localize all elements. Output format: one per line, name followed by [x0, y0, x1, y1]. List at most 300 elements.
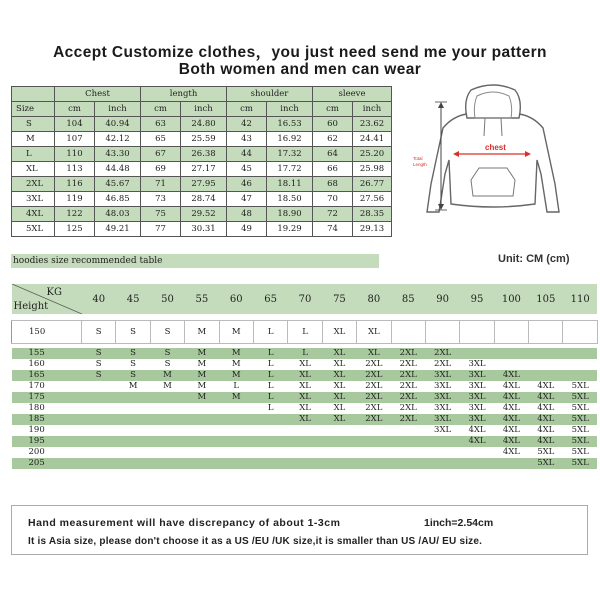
size-recommend-cell: L [288, 321, 322, 344]
size-cell-value: 46 [227, 177, 267, 192]
size-recommend-cell: M [219, 348, 253, 359]
note-asia-size: It is Asia size, please don't choose it as a US /EU /UK size,it is smaller than US /AU/ EU size. [28, 536, 483, 547]
size-recommend-cell [116, 447, 150, 458]
size-cell-value: 45.67 [95, 177, 141, 192]
height-cell: 185 [12, 414, 82, 425]
size-recommend-cell [494, 348, 528, 359]
weight-header: 75 [322, 284, 356, 314]
size-cell-label: 4XL [12, 207, 55, 222]
size-recommend-cell: S [150, 348, 184, 359]
size-recommend-cell: M [185, 348, 219, 359]
size-recommend-cell: XL [288, 359, 322, 370]
size-recommend-cell [82, 436, 116, 447]
size-recommend-cell [253, 414, 287, 425]
headline-unisex: Both women and men can wear [178, 61, 422, 78]
size-cell-value: 119 [55, 192, 95, 207]
size-cell-value: 67 [141, 147, 181, 162]
size-recommend-cell: XL [322, 414, 356, 425]
size-recommend-cell [116, 414, 150, 425]
size-cell-value: 26.38 [181, 147, 227, 162]
size-recommend-cell: 4XL [494, 447, 528, 458]
size-recommend-cell: M [185, 370, 219, 381]
size-recommend-cell: 3XL [425, 414, 459, 425]
size-recommend-cell: 5XL [529, 447, 563, 458]
height-cell: 150 [12, 321, 82, 344]
size-cell-value: 28.35 [353, 207, 392, 222]
size-recommend-cell [425, 436, 459, 447]
size-recommend-cell: 5XL [563, 381, 597, 392]
size-recommend-cell [150, 392, 184, 403]
size-recommend-cell [185, 403, 219, 414]
weight-header: 85 [391, 284, 425, 314]
size-cell-value: 68 [313, 177, 353, 192]
size-recommend-cell [150, 447, 184, 458]
size-recommend-cell: M [150, 381, 184, 392]
size-cell-value: 44.48 [95, 162, 141, 177]
size-recommend-cell: 2XL [391, 359, 425, 370]
size-recommend-cell: XL [288, 381, 322, 392]
unit-cm-header: cm [55, 102, 95, 117]
size-table [11, 86, 392, 237]
size-recommend-cell: 2XL [425, 359, 459, 370]
size-recommend-cell: S [150, 321, 184, 344]
size-recommend-cell [563, 359, 597, 370]
size-recommend-cell: 4XL [529, 392, 563, 403]
size-recommend-cell [150, 403, 184, 414]
size-column-header: Size [12, 102, 55, 117]
size-cell-value: 29.13 [353, 222, 392, 237]
size-recommend-cell [288, 458, 322, 469]
size-row [12, 117, 392, 132]
size-row [12, 162, 392, 177]
recommend-row [12, 370, 598, 381]
size-recommend-cell: M [150, 370, 184, 381]
size-cell-value: 65 [141, 132, 181, 147]
size-recommend-cell: 3XL [425, 392, 459, 403]
size-recommend-cell: 4XL [494, 392, 528, 403]
size-recommend-cell: S [82, 348, 116, 359]
recommend-row [12, 436, 598, 447]
pocket-outline [471, 168, 515, 196]
chest-label: chest [485, 143, 506, 152]
size-recommend-cell [82, 458, 116, 469]
size-recommend-cell [322, 458, 356, 469]
size-cell-value: 64 [313, 147, 353, 162]
size-recommend-cell [563, 348, 597, 359]
size-cell-value: 113 [55, 162, 95, 177]
size-cell-value: 107 [55, 132, 95, 147]
headline-customize: Accept Customize clothes，you just need send me your pattern [53, 44, 547, 61]
size-group-header: sleeve [313, 87, 392, 102]
size-recommend-cell [219, 447, 253, 458]
size-recommend-cell [116, 458, 150, 469]
size-recommend-cell: 3XL [425, 381, 459, 392]
size-recommend-cell: M [116, 381, 150, 392]
height-cell: 195 [12, 436, 82, 447]
size-recommend-cell [322, 436, 356, 447]
size-recommend-cell: XL [357, 348, 391, 359]
size-cell-value: 48 [227, 207, 267, 222]
weight-header: 95 [460, 284, 494, 314]
size-cell-label: 5XL [12, 222, 55, 237]
length-label-2: Length [413, 162, 427, 167]
size-cell-value: 19.29 [267, 222, 313, 237]
size-cell-value: 18.50 [267, 192, 313, 207]
size-cell-value: 122 [55, 207, 95, 222]
size-recommend-cell: S [82, 321, 116, 344]
size-cell-value: 16.53 [267, 117, 313, 132]
note-box [11, 505, 588, 555]
size-recommend-cell [288, 425, 322, 436]
size-recommend-cell: S [116, 359, 150, 370]
size-recommend-cell: 5XL [563, 458, 597, 469]
size-recommend-cell [494, 458, 528, 469]
size-recommend-cell [357, 425, 391, 436]
size-recommend-cell: 5XL [563, 392, 597, 403]
size-row [12, 177, 392, 192]
height-cell: 160 [12, 359, 82, 370]
size-recommend-cell: L [253, 381, 287, 392]
size-row [12, 132, 392, 147]
weight-header: 90 [425, 284, 459, 314]
size-recommend-cell: 5XL [563, 425, 597, 436]
size-cell-value: 116 [55, 177, 95, 192]
height-cell: 205 [12, 458, 82, 469]
size-recommend-cell [116, 392, 150, 403]
unit-label: Unit: CM (cm) [498, 253, 570, 265]
size-recommend-cell: 4XL [529, 436, 563, 447]
weight-header: 60 [219, 284, 253, 314]
note-inch-conversion: 1inch=2.54cm [424, 517, 494, 529]
weight-header: 50 [150, 284, 184, 314]
height-cell: 180 [12, 403, 82, 414]
size-recommend-cell [82, 414, 116, 425]
size-recommend-cell: 4XL [494, 370, 528, 381]
size-recommend-cell: L [253, 392, 287, 403]
size-recommend-cell: 2XL [391, 370, 425, 381]
size-recommend-cell [391, 458, 425, 469]
size-recommend-cell [150, 436, 184, 447]
unit-inch-header: inch [181, 102, 227, 117]
size-recommend-cell [460, 348, 494, 359]
size-recommend-cell: M [185, 321, 219, 344]
size-recommend-cell [494, 321, 528, 344]
size-cell-value: 49 [227, 222, 267, 237]
size-recommend-cell: 4XL [494, 403, 528, 414]
kg-label: KG [46, 287, 62, 298]
size-recommend-cell: L [288, 348, 322, 359]
size-cell-value: 74 [313, 222, 353, 237]
size-cell-value: 24.41 [353, 132, 392, 147]
recommend-row [12, 392, 598, 403]
height-label: Height [13, 301, 49, 312]
size-cell-value: 62 [313, 132, 353, 147]
size-recommend-cell [529, 348, 563, 359]
size-cell-value: 75 [141, 207, 181, 222]
recommend-row [12, 321, 598, 344]
weight-header: 70 [288, 284, 322, 314]
size-cell-value: 25.59 [181, 132, 227, 147]
size-recommend-cell [357, 447, 391, 458]
size-cell-value: 45 [227, 162, 267, 177]
size-cell-value: 47 [227, 192, 267, 207]
size-cell-value: 23.62 [353, 117, 392, 132]
size-cell-value: 18.11 [267, 177, 313, 192]
size-recommend-cell: XL [322, 403, 356, 414]
size-recommend-cell [185, 436, 219, 447]
height-cell: 155 [12, 348, 82, 359]
size-cell-value: 48.03 [95, 207, 141, 222]
size-recommend-cell: XL [357, 321, 391, 344]
size-recommend-cell [322, 425, 356, 436]
weight-header: 45 [116, 284, 150, 314]
size-cell-value: 27.17 [181, 162, 227, 177]
size-recommend-cell [425, 447, 459, 458]
size-recommend-cell [460, 458, 494, 469]
size-recommend-cell [391, 447, 425, 458]
size-cell-value: 125 [55, 222, 95, 237]
weight-header: 100 [494, 284, 528, 314]
size-recommend-cell [529, 370, 563, 381]
size-cell-label: XL [12, 162, 55, 177]
size-recommend-cell [219, 436, 253, 447]
unit-cm-header: cm [141, 102, 181, 117]
height-cell: 165 [12, 370, 82, 381]
size-recommend-cell [185, 425, 219, 436]
size-recommend-cell [357, 458, 391, 469]
size-recommend-cell [563, 370, 597, 381]
size-recommend-cell: 3XL [425, 403, 459, 414]
recommend-row [12, 381, 598, 392]
size-recommend-cell: 2XL [391, 348, 425, 359]
size-recommend-cell [185, 458, 219, 469]
size-recommend-cell [460, 447, 494, 458]
size-recommend-cell: 2XL [391, 392, 425, 403]
size-cell-value: 17.32 [267, 147, 313, 162]
size-recommend-cell: 2XL [391, 403, 425, 414]
size-recommend-cell [185, 447, 219, 458]
size-cell-value: 69 [141, 162, 181, 177]
size-recommend-cell [391, 425, 425, 436]
size-recommend-cell: 3XL [460, 359, 494, 370]
size-recommend-cell [116, 403, 150, 414]
size-recommend-cell: XL [288, 414, 322, 425]
size-recommend-cell [253, 425, 287, 436]
size-recommend-cell [357, 436, 391, 447]
size-cell-value: 63 [141, 117, 181, 132]
size-cell-value: 60 [313, 117, 353, 132]
weight-header: 40 [82, 284, 116, 314]
size-recommend-cell: 2XL [425, 348, 459, 359]
height-cell: 190 [12, 425, 82, 436]
size-recommend-cell [288, 436, 322, 447]
size-group-header: Chest [55, 87, 141, 102]
size-recommend-cell: M [219, 392, 253, 403]
recommended-table [11, 284, 598, 469]
recommend-row [12, 447, 598, 458]
size-cell-value: 24.80 [181, 117, 227, 132]
size-recommend-cell [253, 447, 287, 458]
size-recommend-cell [219, 458, 253, 469]
size-recommend-cell: 4XL [494, 425, 528, 436]
size-recommend-cell [529, 359, 563, 370]
size-recommend-cell [116, 425, 150, 436]
size-recommend-cell [219, 425, 253, 436]
height-cell: 200 [12, 447, 82, 458]
size-recommend-cell: S [116, 348, 150, 359]
size-recommend-cell: 5XL [563, 436, 597, 447]
size-recommend-cell: 2XL [357, 392, 391, 403]
size-cell-value: 42 [227, 117, 267, 132]
size-recommend-cell: 3XL [425, 370, 459, 381]
size-recommend-cell: XL [288, 403, 322, 414]
size-cell-value: 18.90 [267, 207, 313, 222]
size-recommend-cell: M [219, 321, 253, 344]
size-recommend-cell: 3XL [460, 370, 494, 381]
size-recommend-cell [185, 414, 219, 425]
size-cell-value: 73 [141, 192, 181, 207]
size-cell-value: 43.30 [95, 147, 141, 162]
size-recommend-cell: S [116, 370, 150, 381]
height-cell: 170 [12, 381, 82, 392]
size-cell-label: M [12, 132, 55, 147]
size-cell-value: 27.95 [181, 177, 227, 192]
size-cell-value: 104 [55, 117, 95, 132]
size-cell-value: 70 [313, 192, 353, 207]
size-recommend-cell: 3XL [460, 392, 494, 403]
size-recommend-cell: 4XL [529, 403, 563, 414]
size-recommend-cell [494, 359, 528, 370]
size-recommend-cell [529, 321, 563, 344]
size-cell-value: 30.31 [181, 222, 227, 237]
size-recommend-cell: M [219, 359, 253, 370]
size-recommend-cell [150, 414, 184, 425]
size-recommend-cell: L [253, 359, 287, 370]
size-row [12, 207, 392, 222]
size-cell-value: 71 [141, 177, 181, 192]
size-cell-value: 25.98 [353, 162, 392, 177]
size-recommend-cell: 2XL [357, 381, 391, 392]
size-recommend-cell: XL [322, 392, 356, 403]
size-recommend-cell: XL [322, 321, 356, 344]
size-row [12, 222, 392, 237]
unit-cm-header: cm [313, 102, 353, 117]
unit-inch-header: inch [267, 102, 313, 117]
size-recommend-cell [425, 458, 459, 469]
size-cell-value: 72 [313, 207, 353, 222]
recommend-row [12, 425, 598, 436]
size-recommend-cell [253, 436, 287, 447]
size-recommend-cell: M [185, 392, 219, 403]
size-cell-value: 27.56 [353, 192, 392, 207]
size-cell-label: L [12, 147, 55, 162]
size-recommend-cell: S [116, 321, 150, 344]
size-recommend-cell [150, 458, 184, 469]
weight-header: 105 [529, 284, 563, 314]
size-recommend-cell [150, 425, 184, 436]
size-recommend-cell: 2XL [357, 403, 391, 414]
size-recommend-cell: L [253, 403, 287, 414]
unit-inch-header: inch [95, 102, 141, 117]
recommend-row [12, 414, 598, 425]
unit-inch-header: inch [353, 102, 392, 117]
size-row [12, 147, 392, 162]
size-recommend-cell: L [253, 321, 287, 344]
size-recommend-cell: 5XL [563, 414, 597, 425]
size-cell-label: 2XL [12, 177, 55, 192]
size-cell-value: 43 [227, 132, 267, 147]
recommend-row [12, 348, 598, 359]
size-recommend-cell: 5XL [529, 458, 563, 469]
size-recommend-cell: 4XL [494, 381, 528, 392]
size-header-blank [12, 87, 55, 102]
size-recommend-cell: 3XL [460, 403, 494, 414]
size-recommend-cell: 4XL [494, 436, 528, 447]
size-cell-value: 49.21 [95, 222, 141, 237]
size-recommend-cell [82, 403, 116, 414]
size-recommend-cell [219, 414, 253, 425]
recommend-row [12, 359, 598, 370]
size-recommend-cell: L [219, 381, 253, 392]
size-recommend-cell: 5XL [563, 447, 597, 458]
size-recommend-cell [288, 447, 322, 458]
size-recommend-cell: 2XL [357, 359, 391, 370]
size-cell-value: 28.74 [181, 192, 227, 207]
size-recommend-cell: 2XL [391, 414, 425, 425]
size-recommend-cell: 4XL [460, 436, 494, 447]
size-recommend-cell [425, 321, 459, 344]
recommend-row [12, 403, 598, 414]
size-cell-value: 110 [55, 147, 95, 162]
recommended-banner: hoodies size recommended table [11, 254, 379, 268]
size-recommend-cell [563, 321, 597, 344]
size-row [12, 192, 392, 207]
size-recommend-cell: XL [288, 370, 322, 381]
size-cell-value: 46.85 [95, 192, 141, 207]
body-outline [427, 114, 559, 212]
size-cell-value: 77 [141, 222, 181, 237]
size-cell-value: 16.92 [267, 132, 313, 147]
size-recommend-cell: 4XL [529, 414, 563, 425]
size-recommend-cell [391, 321, 425, 344]
size-cell-value: 40.94 [95, 117, 141, 132]
hoodie-diagram [405, 84, 580, 224]
height-cell: 175 [12, 392, 82, 403]
size-recommend-cell: XL [322, 381, 356, 392]
size-cell-value: 44 [227, 147, 267, 162]
weight-header: 80 [357, 284, 391, 314]
size-recommend-cell: 2XL [391, 381, 425, 392]
size-cell-value: 42.12 [95, 132, 141, 147]
size-recommend-cell: 4XL [529, 425, 563, 436]
size-recommend-cell [391, 436, 425, 447]
size-recommend-cell: 4XL [529, 381, 563, 392]
size-group-header: shoulder [227, 87, 313, 102]
size-recommend-cell [460, 321, 494, 344]
size-recommend-cell [322, 447, 356, 458]
size-recommend-cell: L [253, 348, 287, 359]
size-recommend-cell: M [185, 359, 219, 370]
size-cell-value: 26.77 [353, 177, 392, 192]
size-cell-value: 25.20 [353, 147, 392, 162]
size-recommend-cell: XL [322, 348, 356, 359]
kg-height-corner [12, 284, 82, 314]
size-recommend-cell: 4XL [494, 414, 528, 425]
size-recommend-cell: 4XL [460, 425, 494, 436]
size-recommend-cell: M [185, 381, 219, 392]
note-discrepancy: Hand measurement will have discrepancy of about 1-3cm [28, 517, 341, 529]
size-recommend-cell: M [219, 370, 253, 381]
